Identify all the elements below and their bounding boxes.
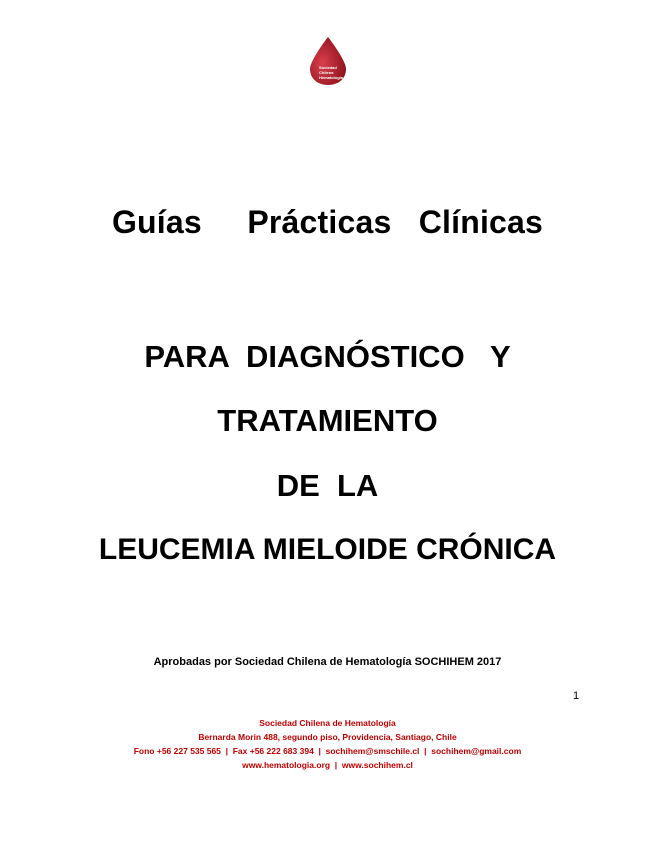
- title-line-1: PARA DIAGNÓSTICO Y: [144, 339, 511, 374]
- footer-contact: Fono +56 227 535 565 | Fax +56 222 683 394 | sochihem@smschile.cl | sochihem@gmail.com: [133, 746, 522, 756]
- footer-websites: www.hematologia.org | www.sochihem.cl: [242, 760, 413, 770]
- logo-text-line-3: Hematologia: [319, 75, 344, 80]
- title-line-4: LEUCEMIA MIELOIDE CRÓNICA: [98, 533, 557, 566]
- document-subtitle: Guías Prácticas Clínicas: [111, 204, 544, 240]
- sochihem-logo: [306, 36, 350, 86]
- title-line-3: DE LA: [276, 468, 379, 503]
- footer-address: Bernarda Morin 488, segundo piso, Providencia, Santiago, Chile: [198, 732, 457, 742]
- title-line-2: TRATAMIENTO: [217, 403, 438, 438]
- page-number: 1: [573, 690, 580, 702]
- logo-text-line-1: Sociedad: [319, 65, 337, 70]
- footer-org-name: Sociedad Chilena de Hematología: [259, 718, 396, 728]
- logo-text-line-2: Chilena: [319, 70, 334, 75]
- blood-drop-icon: [306, 36, 350, 86]
- approval-statement: Aprobadas por Sociedad Chilena de Hematología SOCHIHEM 2017: [153, 656, 502, 668]
- footer: [0, 716, 655, 772]
